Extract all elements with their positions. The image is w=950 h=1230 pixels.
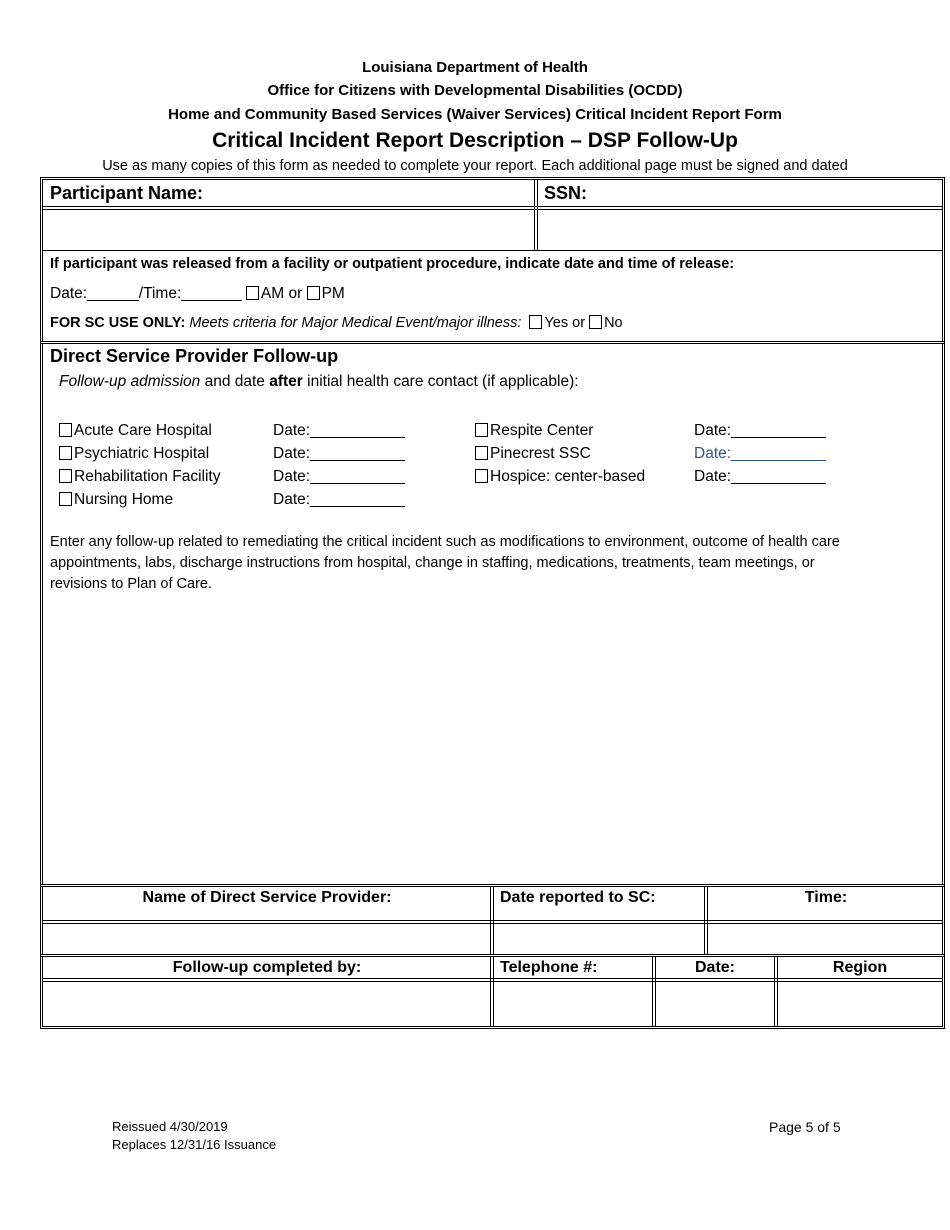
- date-field-link[interactable]: Date:___________: [694, 445, 826, 462]
- facility-rehabilitation[interactable]: Rehabilitation Facility: [59, 465, 220, 488]
- time-field[interactable]: [710, 926, 940, 953]
- date-field[interactable]: Date:___________: [273, 491, 405, 508]
- facility-dates-right: [694, 419, 826, 488]
- narrative-textarea[interactable]: [46, 600, 939, 880]
- yes-checkbox[interactable]: [529, 315, 542, 329]
- ssn-field[interactable]: [541, 212, 939, 247]
- replaces-note: Replaces 12/31/16 Issuance: [112, 1137, 277, 1152]
- completed-by-header: Follow-up completed by:: [172, 959, 362, 976]
- agency-name: Louisiana Department of Health: [362, 59, 588, 76]
- facility-acute-care[interactable]: Acute Care Hospital: [59, 419, 220, 442]
- followup-subheading: Follow-up admission and date after initial health care contact (if applicable):: [59, 373, 579, 390]
- checkbox[interactable]: [59, 423, 72, 437]
- telephone-header: Telephone #:: [500, 959, 598, 976]
- followup-heading: Direct Service Provider Follow-up: [50, 346, 339, 366]
- sc-use-label: FOR SC USE ONLY:: [50, 315, 186, 331]
- date-field[interactable]: Date:___________: [273, 468, 405, 485]
- date-reported-field[interactable]: [496, 926, 702, 953]
- page-title: Critical Incident Report Description – DSP Follow-Up: [212, 129, 738, 152]
- participant-name-field[interactable]: [46, 212, 530, 247]
- facility-respite-center[interactable]: Respite Center: [475, 419, 645, 442]
- release-heading: If participant was released from a facility or outpatient procedure, indicate date and time of release:: [50, 256, 735, 272]
- reissued-date: Reissued 4/30/2019: [112, 1119, 228, 1134]
- facility-psychiatric[interactable]: Psychiatric Hospital: [59, 442, 220, 465]
- page-number: Page 5 of 5: [769, 1119, 841, 1135]
- am-label: AM or: [260, 285, 303, 302]
- checkbox[interactable]: [59, 469, 72, 483]
- facility-hospice[interactable]: Hospice: center-based: [475, 465, 645, 488]
- completed-by-field[interactable]: [46, 984, 488, 1024]
- telephone-field[interactable]: [496, 984, 650, 1024]
- completion-date-header: Date:: [694, 959, 735, 976]
- yes-label: Yes or: [544, 315, 586, 331]
- time-header: Time:: [804, 889, 848, 906]
- office-name: Office for Citizens with Developmental Disabilities (OCDD): [267, 82, 683, 99]
- checkbox[interactable]: [475, 469, 488, 483]
- pm-label: PM: [321, 285, 345, 302]
- date-reported-header: Date reported to SC:: [500, 889, 656, 906]
- checkbox[interactable]: [59, 492, 72, 506]
- checkbox[interactable]: [475, 446, 488, 460]
- ssn-label: SSN:: [544, 183, 588, 203]
- completion-date-field[interactable]: [658, 984, 772, 1024]
- date-field[interactable]: Date:___________: [273, 422, 405, 439]
- form-name: Home and Community Based Services (Waiver Services) Critical Incident Report Form: [168, 106, 782, 123]
- sc-use-row: [50, 315, 623, 331]
- no-label: No: [604, 315, 623, 331]
- region-header: Region: [832, 959, 888, 976]
- release-date-time: [50, 285, 345, 303]
- no-checkbox[interactable]: [589, 315, 602, 329]
- form-instructions: Use as many copies of this form as needed to complete your report. Each additional page must be signed and dated: [102, 158, 848, 174]
- provider-name-header: Name of Direct Service Provider:: [142, 889, 392, 906]
- checkbox[interactable]: [59, 446, 72, 460]
- date-field[interactable]: Date:___________: [273, 445, 405, 462]
- facility-list-right: [475, 419, 645, 488]
- am-checkbox[interactable]: [246, 286, 259, 300]
- criteria-text: Meets criteria for Major Medical Event/major illness:: [189, 315, 522, 331]
- facility-nursing-home[interactable]: Nursing Home: [59, 488, 220, 511]
- date-field[interactable]: Date:___________: [694, 422, 826, 439]
- facility-list-left: [59, 419, 220, 511]
- checkbox[interactable]: [475, 423, 488, 437]
- narrative-prompt: Enter any follow-up related to remediating the critical incident such as modifications to environment, outcome of health care appointments, labs, discharge instructions from hospital, change in staffing, medications, treatments, team meetings, or revisions to Plan of Care.: [50, 534, 840, 592]
- region-field[interactable]: [780, 984, 940, 1024]
- release-date-time-field[interactable]: Date:______/Time:_______: [50, 285, 242, 302]
- facility-pinecrest[interactable]: Pinecrest SSC: [475, 442, 645, 465]
- facility-dates-left: [273, 419, 405, 511]
- provider-name-field[interactable]: [46, 926, 488, 953]
- participant-name-label: Participant Name:: [50, 183, 204, 203]
- date-field[interactable]: Date:___________: [694, 468, 826, 485]
- pm-checkbox[interactable]: [307, 286, 320, 300]
